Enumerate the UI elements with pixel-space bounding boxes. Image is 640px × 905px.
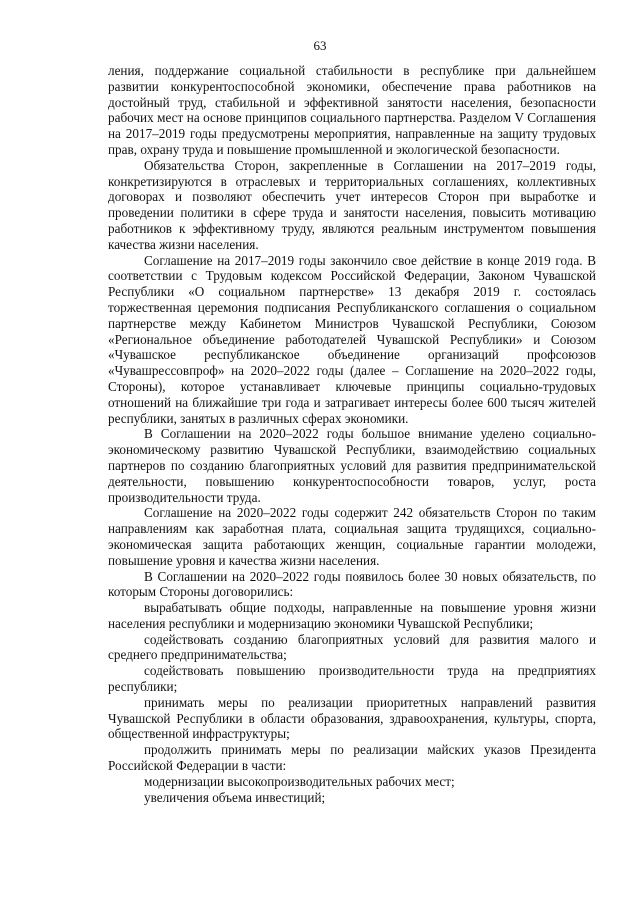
list-item: модернизации высокопроизводительных рабочих мест; (144, 773, 455, 789)
paragraph: Соглашение на 2020–2022 годы содержит 242 обязательств Сторон по таким направлениям как заработная плата, социальная защита трудящихся, социально-экономическая защита работающих женщин, социальные гарантии молодежи, повышение уровня и качества жизни населения. (108, 505, 596, 568)
list-item: увеличения объема инвестиций; (144, 789, 326, 805)
paragraph: Обязательства Сторон, закрепленные в Соглашении на 2017–2019 годы, конкретизируются в отраслевых и территориальных соглашениях, коллективных договорах и позволяют обеспечить учет интересов Сторон при выработке и проведении политики в сфере труда и занятости населения, повысить мотивацию работников к эффективному труду, являются реальным инструментом повышения качества жизни населения. (108, 157, 596, 252)
paragraph: В Соглашении на 2020–2022 годы большое внимание уделено социально-экономическому развитию Чувашской Республики, взаимодействию социальных партнеров по созданию благоприятных условий для развития предпринимательской деятельности, повышению конкурентоспособности товаров, услуг, роста производительности труда. (108, 426, 596, 505)
list-item: содействовать повышению производительности труда на предприятиях республики; (108, 663, 596, 695)
page-number: 63 (313, 38, 327, 53)
list-item: содействовать созданию благоприятных условий для развития малого и среднего предпринимательства; (108, 631, 596, 663)
body-text (108, 63, 596, 805)
paragraph: ления, поддержание социальной стабильности в республике при дальнейшем развитии конкурентоспособной экономики, обеспечение права работников на достойный труд, стабильной и эффективной занятости населения, безопасности рабочих мест на основе принципов социального партнерства. Разделом V Соглашения на 2017–2019 годы предусмотрены мероприятия, направленные на защиту трудовых прав, охрану труда и повышение промышленной и экологической безопасности. (108, 63, 596, 157)
paragraph: Соглашение на 2017–2019 годы закончило свое действие в конце 2019 года. В соответствии с Трудовым кодексом Российской Федерации, Законом Чувашской Республики «О социальном партнерстве» 13 декабря 2019 г. состоялась торжественная церемония подписания Республиканского соглашения о социальном партнерстве между Кабинетом Министров Чувашской Республики, Союзом «Региональное объединение работодателей Чувашской Республики» и Союзом «Чувашское республиканское объединение организаций профсоюзов «Чувашрессовпроф» на 2020–2022 годы (далее – Соглашение на 2020–2022 годы, Стороны), которое устанавливает ключевые принципы социально-трудовых отношений на ближайшие три года и затрагивает интересы более 600 тысяч жителей республики, занятых в различных сферах экономики. (108, 252, 596, 426)
list-item: вырабатывать общие подходы, направленные на повышение уровня жизни населения республики и модернизацию экономики Чувашской Республики; (108, 600, 596, 631)
list-item: продолжить принимать меры по реализации майских указов Президента Российской Федерации в части: (108, 742, 596, 774)
paragraph: В Соглашении на 2020–2022 годы появилось более 30 новых обязательств, по которым Стороны договорились: (108, 568, 596, 600)
list-item: принимать меры по реализации приоритетных направлений развития Чувашской Республики в области образования, здравоохранения, культуры, спорта, общественной инфраструктуры; (108, 694, 596, 742)
